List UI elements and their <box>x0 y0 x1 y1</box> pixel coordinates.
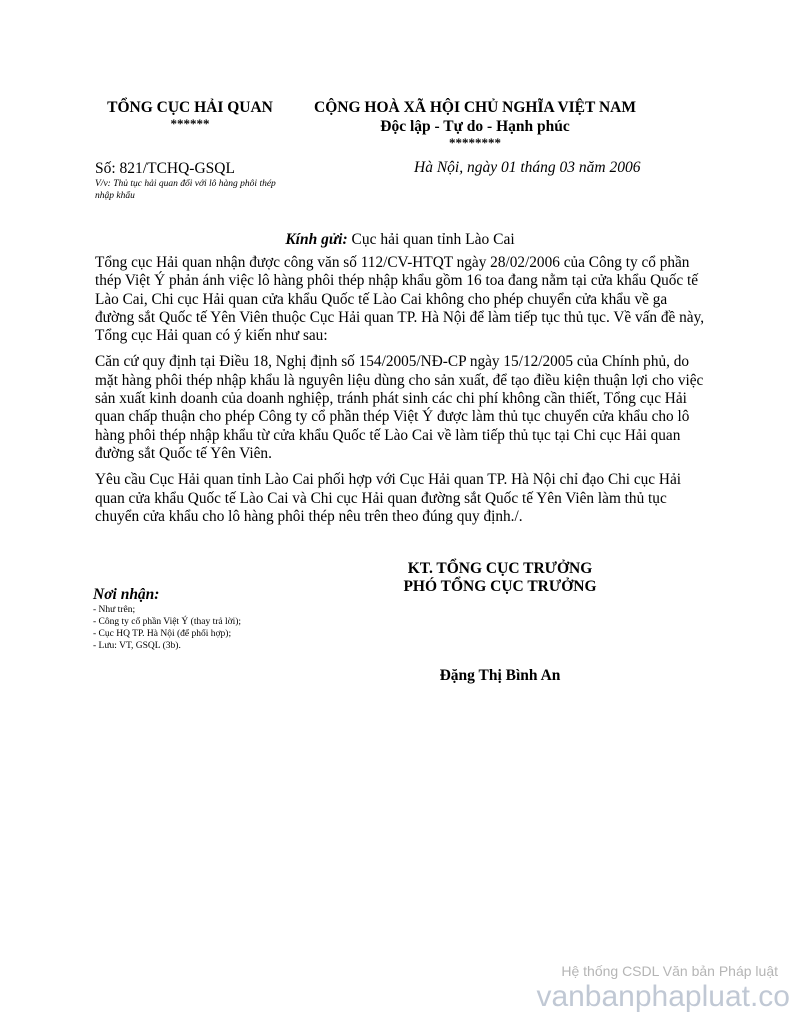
national-motto: Độc lập - Tự do - Hạnh phúc <box>380 118 570 135</box>
watermark-site: vanbanphapluat.co <box>536 980 790 1013</box>
recipients-heading: Nơi nhận: <box>93 586 160 603</box>
body-paragraph: Yêu cầu Cục Hải quan tỉnh Lào Cai phối hợp với Cục Hải quan TP. Hà Nội chỉ đạo Chi cục Hải quan cửa khẩu Quốc tế Lào Cai và Chi cục Hải quan đường sắt Quốc tế Yên Viên làm thủ tục chuyển cửa khẩu cho lô hàng phôi thép nêu trên theo đúng quy định./. <box>95 471 682 525</box>
signer-title-line1: KT. TỔNG CỤC TRƯỞNG <box>407 560 593 577</box>
body-paragraph: Căn cứ quy định tại Điều 18, Nghị định số 154/2005/NĐ-CP ngày 15/12/2005 của Chính phủ, do mặt hàng phôi thép nhập khẩu là nguyên liệu dùng cho sản xuất, để tạo điều kiện thuận lợi cho việc sản xuất kinh doanh của doanh nghiệp, tránh phát sinh các chi phí không cần thiết, Tổng cục Hải quan chấp thuận cho phép Công ty cổ phần thép Việt Ý được làm thủ tục chuyển cửa khẩu cho lô hàng phôi thép nhập khẩu từ cửa khẩu Quốc tế Lào Cai về làm tiếp thủ tục tại Chi cục Hải quan đường sắt Quốc tế Yên Viên. <box>95 353 704 462</box>
recipients-list-item: - Công ty cổ phần Việt Ý (thay trả lời); <box>93 617 242 627</box>
body-paragraph: Tổng cục Hải quan nhận được công văn số 112/CV-HTQT ngày 28/02/2006 của Công ty cổ phần thép Việt Ý phản ánh việc lô hàng phôi thép nhập khẩu gồm 16 toa đang nằm tại cửa khẩu Quốc tế Lào Cai, Chi cục Hải quan cửa khẩu Quốc tế Lào Cai không cho phép chuyển cửa khẩu về ga đường sắt Quốc tế Yên Viên thuộc Cục Hải quan TP. Hà Nội để làm tiếp tục thủ tục. Về vấn đề này, Tổng cục Hải quan có ý kiến như sau: <box>95 254 705 345</box>
motto-separator: ******** <box>449 135 501 150</box>
place-and-date: Hà Nội, ngày 01 tháng 03 năm 2006 <box>414 159 641 176</box>
document-subject: V/v: Thủ tục hải quan đối với lô hàng phôi thép nhập khẩu <box>95 179 276 201</box>
issuing-agency-name: TỔNG CỤC HẢI QUAN <box>107 99 273 116</box>
issuing-agency-block <box>95 99 285 131</box>
recipient-label: Kính gửi: <box>285 231 348 248</box>
document-number: Số: 821/TCHQ-GSQL <box>95 160 235 177</box>
national-header-block <box>290 99 660 150</box>
signer-name: Đặng Thị Bình An <box>439 667 561 684</box>
recipients-list-block <box>93 586 353 652</box>
watermark-line1: Hệ thống CSDL Văn bản Pháp luật <box>561 963 778 979</box>
recipients-list <box>93 604 353 652</box>
nation-name: CỘNG HOÀ XÃ HỘI CHỦ NGHĨA VIỆT NAM <box>314 99 636 116</box>
watermark <box>536 962 790 1014</box>
document-body <box>95 254 710 534</box>
recipients-list-item: - Cục HQ TP. Hà Nội (để phối hợp); <box>93 629 232 639</box>
recipients-list-item: - Như trên; <box>93 605 136 615</box>
signer-title-line2: PHÓ TỔNG CỤC TRƯỞNG <box>403 578 597 595</box>
recipient-name: Cục hải quan tỉnh Lào Cai <box>351 231 515 248</box>
recipient-line <box>0 231 800 249</box>
signer-title-block <box>370 560 630 596</box>
agency-separator: ****** <box>170 116 210 131</box>
recipients-list-item: - Lưu: VT, GSQL (3b). <box>93 641 181 651</box>
